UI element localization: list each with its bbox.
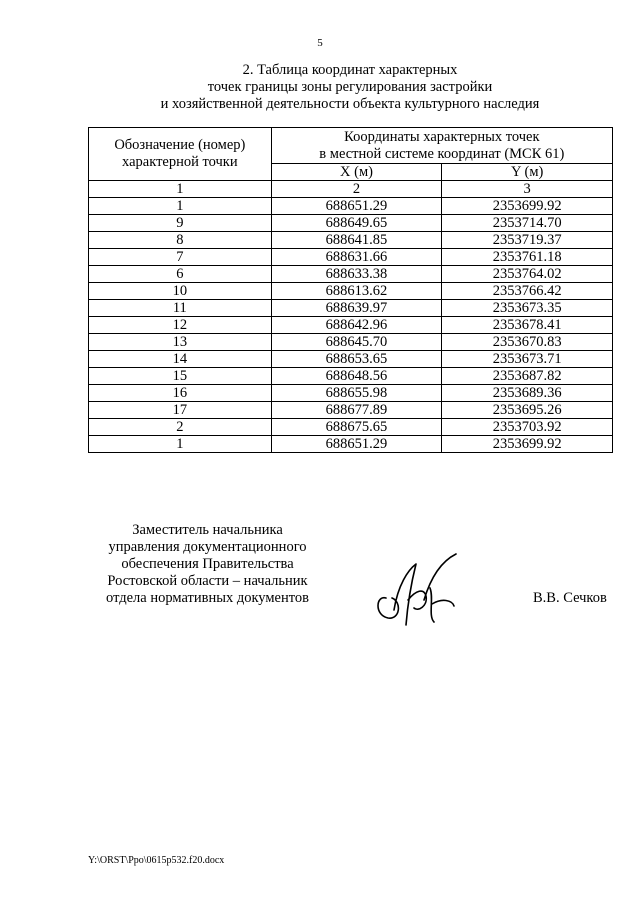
position-line: отдела нормативных документов [106,590,309,606]
point-number-cell: 2 [89,419,272,436]
page-number: 5 [317,37,323,49]
x-coordinate-cell: 688641.85 [271,232,442,249]
position-line: Заместитель начальника [132,522,283,538]
column-number: 2 [271,181,442,198]
table-row [89,368,613,385]
x-coordinate-cell: 688649.65 [271,215,442,232]
table-row [89,283,613,300]
y-coordinate-cell: 2353699.92 [442,436,613,453]
footer-file-path: Y:\ORST\Ppo\0615p532.f20.docx [88,855,225,866]
column-number-row [89,181,613,198]
title-line: точек границы зоны регулирования застройки [207,79,493,95]
x-coordinate-cell: 688631.66 [271,249,442,266]
table-row [89,351,613,368]
y-coordinate-cell: 2353699.92 [442,198,613,215]
y-coordinate-cell: 2353695.26 [442,402,613,419]
x-coordinate-cell: 688639.97 [271,300,442,317]
point-number-cell: 11 [89,300,272,317]
title-line: и хозяйственной деятельности объекта культурного наследия [160,96,540,112]
header-coordinates-line: Координаты характерных точек [344,128,540,145]
y-coordinate-cell: 2353766.42 [442,283,613,300]
x-coordinate-cell: 688651.29 [271,198,442,215]
header-x: X (м) [271,164,442,181]
header-y: Y (м) [442,164,613,181]
position-line: управления документационного [108,539,307,555]
point-number-cell: 9 [89,215,272,232]
header-point-line: Обозначение (номер) [114,137,246,153]
table-row [89,232,613,249]
y-coordinate-cell: 2353678.41 [442,317,613,334]
table-row [89,215,613,232]
position-line: Ростовской области – начальник [107,573,308,589]
x-coordinate-cell: 688645.70 [271,334,442,351]
point-number-cell: 6 [89,266,272,283]
point-number-cell: 14 [89,351,272,368]
table-row [89,436,613,453]
point-number-cell: 7 [89,249,272,266]
x-coordinate-cell: 688655.98 [271,385,442,402]
y-coordinate-cell: 2353687.82 [442,368,613,385]
y-coordinate-cell: 2353673.71 [442,351,613,368]
y-coordinate-cell: 2353719.37 [442,232,613,249]
table-row [89,317,613,334]
point-number-cell: 1 [89,198,272,215]
y-coordinate-cell: 2353670.83 [442,334,613,351]
point-number-cell: 10 [89,283,272,300]
position-line: обеспечения Правительства [121,556,294,572]
table-row [89,249,613,266]
header-coordinates-line: в местной системе координат (МСК 61) [319,145,565,162]
point-number-cell: 8 [89,232,272,249]
column-number: 3 [442,181,613,198]
column-number: 1 [89,181,272,198]
y-coordinate-cell: 2353703.92 [442,419,613,436]
signatory-name: В.В. Сечков [533,590,607,606]
x-coordinate-cell: 688651.29 [271,436,442,453]
signatory-position [95,522,320,607]
y-coordinate-cell: 2353673.35 [442,300,613,317]
table-row [89,198,613,215]
x-coordinate-cell: 688675.65 [271,419,442,436]
table-row [89,419,613,436]
coordinates-table [88,127,613,453]
x-coordinate-cell: 688648.56 [271,368,442,385]
title-line: 2. Таблица координат характерных [242,62,458,78]
table-title [0,62,640,113]
point-number-cell: 15 [89,368,272,385]
point-number-cell: 17 [89,402,272,419]
header-point [89,128,272,181]
y-coordinate-cell: 2353764.02 [442,266,613,283]
x-coordinate-cell: 688653.65 [271,351,442,368]
point-number-cell: 16 [89,385,272,402]
y-coordinate-cell: 2353714.70 [442,215,613,232]
point-number-cell: 13 [89,334,272,351]
header-point-line: характерной точки [122,154,238,170]
point-number-cell: 1 [89,436,272,453]
y-coordinate-cell: 2353689.36 [442,385,613,402]
table-row [89,402,613,419]
table-row [89,385,613,402]
table-row [89,334,613,351]
handwritten-signature [368,540,478,630]
header-coordinates [271,128,612,164]
x-coordinate-cell: 688613.62 [271,283,442,300]
table-header-row [89,128,613,164]
table-row [89,266,613,283]
point-number-cell: 12 [89,317,272,334]
y-coordinate-cell: 2353761.18 [442,249,613,266]
x-coordinate-cell: 688677.89 [271,402,442,419]
x-coordinate-cell: 688642.96 [271,317,442,334]
x-coordinate-cell: 688633.38 [271,266,442,283]
table-row [89,300,613,317]
